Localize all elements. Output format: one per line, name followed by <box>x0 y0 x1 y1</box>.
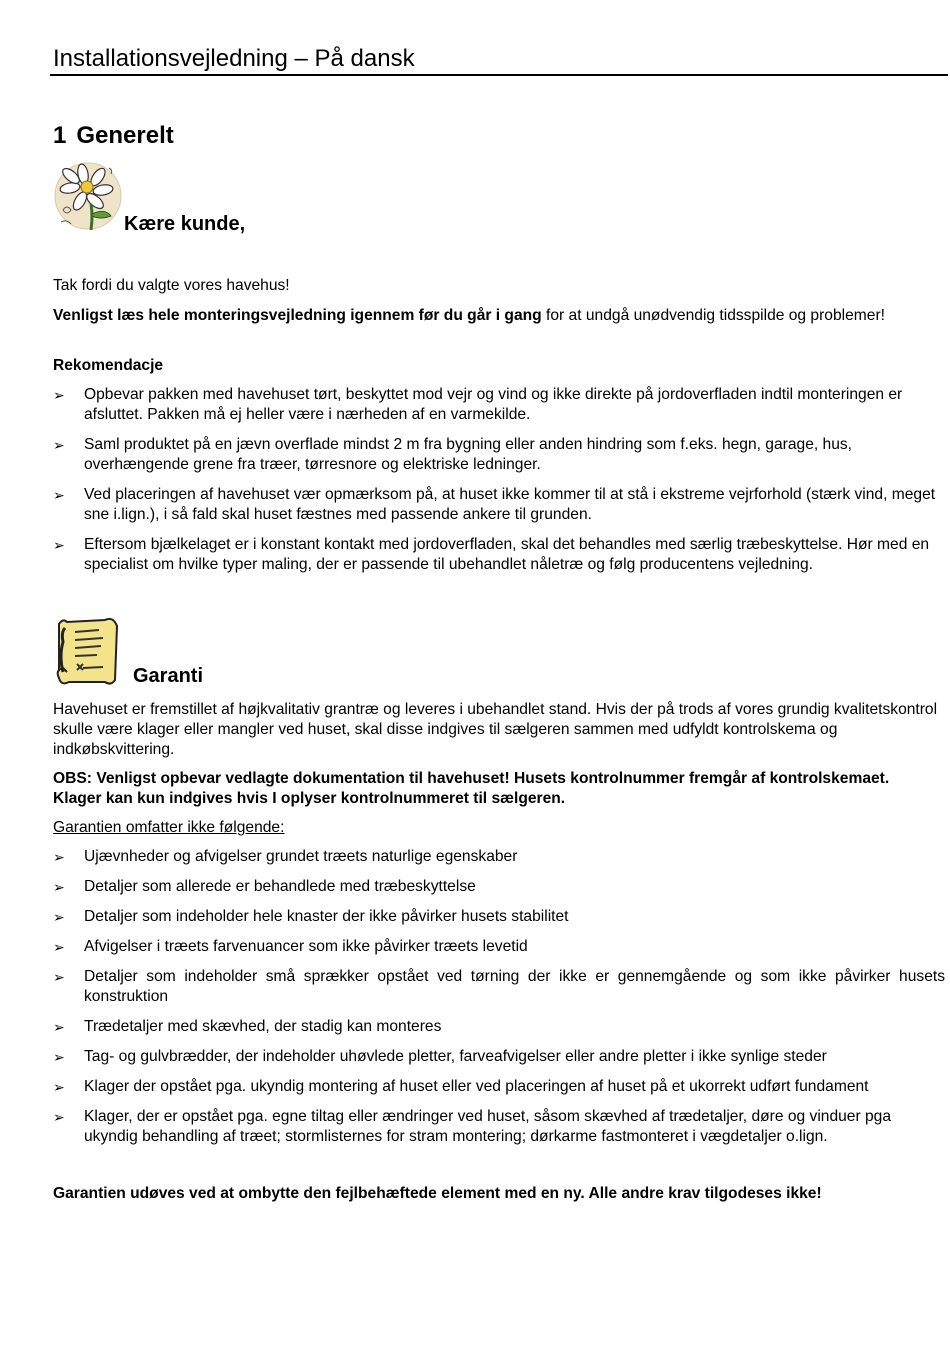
read-notice <box>53 306 941 326</box>
bullet-arrow-icon: ➢ <box>53 1109 65 1125</box>
list-item: ➢ Saml produktet på en jævn overflade mindst 2 m fra bygning eller anden hindring som f.eks. hegn, garage, hus, overhængende grene fra træer, tørresnore og elektriske ledninger. <box>53 436 852 473</box>
list-item: ➢ Afvigelser i træets farvenuancer som ikke påvirker træets levetid <box>53 938 528 955</box>
greeting: Kære kunde, <box>124 213 246 235</box>
bullet-arrow-icon: ➢ <box>53 849 65 865</box>
read-notice-rest: for at undgå unødvendig tidsspilde og problemer! <box>541 307 885 324</box>
obs-text: OBS: Venligst opbevar vedlagte dokumentation til havehuset! Husets kontrolnummer fremgår af kontrolskemaet. Klager kan kun indgives hvis I oplyser kontrolnummeret til sælgeren. <box>53 770 890 807</box>
header-rule <box>50 74 948 76</box>
list-item: ➢ Tag- og gulvbrædder, der indeholder uhøvlede pletter, farveafvigelser eller andre pletter i ikke synlige steder <box>53 1048 827 1065</box>
garanti-text: Havehuset er fremstillet af højkvalitativ grantræ og leveres i ubehandlet stand. Hvis der på trods af vores grundig kvalitetskontrol skulle være klager eller mangler ved huset, skal disse indgives til sælgeren sammen med udfyldt kontrolskema og indkøbskvittering. <box>53 701 938 758</box>
bullet-arrow-icon: ➢ <box>53 537 65 553</box>
read-notice-bold: Venligst læs hele monteringsvejledning igennem før du går i gang <box>53 307 542 324</box>
list-item: ➢ Opbevar pakken med havehuset tørt, beskyttet mod vejr og vind og ikke direkte på jordoverfladen indtil monteringen er afsluttet. Pakken må ej heller være i nærheden af en varmekilde. <box>53 386 903 423</box>
excludes-heading: Garantien omfatter ikke følgende: <box>53 819 285 836</box>
list-item: ➢ Detaljer som indeholder små sprækker opstået ved tørning der ikke er gennemgående og som ikke påvirker husets konstruktion <box>53 968 945 1005</box>
bullet-arrow-icon: ➢ <box>53 1049 65 1065</box>
bullet-arrow-icon: ➢ <box>53 1019 65 1035</box>
bullet-arrow-icon: ➢ <box>53 969 65 985</box>
daisy-flower-icon <box>53 160 123 232</box>
bullet-arrow-icon: ➢ <box>53 387 65 403</box>
list-item: ➢ Trædetaljer med skævhed, der stadig kan monteres <box>53 1018 442 1035</box>
list-item: ➢ Klager der opstået pga. ukyndig montering af huset eller ved placeringen af huset på et ukorrekt udført fundament <box>53 1078 869 1095</box>
recommendations-list <box>53 385 945 575</box>
list-item: ➢ Klager, der er opstået pga. egne tiltag eller ændringer ved huset, såsom skævhed af trædetaljer, døre og vinduer pga ukyndig behandling af træet; stormlisternes for stram montering; dørkarme fastmonteret i vægdetaljer o.lign. <box>53 1108 892 1145</box>
thanks-text: Tak fordi du valgte vores havehus! <box>53 277 290 294</box>
document-header-title: Installationsvejledning – På dansk <box>53 45 415 72</box>
list-item: ➢ Ved placeringen af havehuset vær opmærksom på, at huset ikke kommer til at stå i ekstreme vejrforhold (stærk vind, meget sne i.lign.), i så fald skal huset fæstnes med passende ankere til grunden. <box>53 486 936 523</box>
bullet-arrow-icon: ➢ <box>53 437 65 453</box>
excludes-list <box>53 847 945 1147</box>
section-title: Generelt <box>76 122 174 149</box>
bullet-arrow-icon: ➢ <box>53 1079 65 1095</box>
bullet-arrow-icon: ➢ <box>53 879 65 895</box>
garanti-heading: Garanti <box>133 665 204 687</box>
section-number: 1 <box>53 122 67 149</box>
list-item: ➢ Ujævnheder og afvigelser grundet træets naturlige egenskaber <box>53 848 518 865</box>
list-item: ➢ Eftersom bjælkelaget er i konstant kontakt med jordoverfladen, skal det behandles med særlig træbeskyttelse. Hør med en specialist om hvilke typer maling, der er passende til ubehandlet nåletræ og følg producentens vejledning. <box>53 536 930 573</box>
final-note: Garantien udøves ved at ombytte den fejlbehæftede element med en ny. Alle andre krav tilgodeses ikke! <box>53 1185 822 1202</box>
bullet-arrow-icon: ➢ <box>53 487 65 503</box>
recommend-heading: Rekomendacje <box>53 357 164 374</box>
list-item: ➢ Detaljer som indeholder hele knaster der ikke påvirker husets stabilitet <box>53 908 569 925</box>
section-heading <box>53 122 174 150</box>
list-item: ➢ Detaljer som allerede er behandlede med træbeskyttelse <box>53 878 476 895</box>
bullet-arrow-icon: ➢ <box>53 909 65 925</box>
scroll-document-icon <box>53 612 129 688</box>
bullet-arrow-icon: ➢ <box>53 939 65 955</box>
